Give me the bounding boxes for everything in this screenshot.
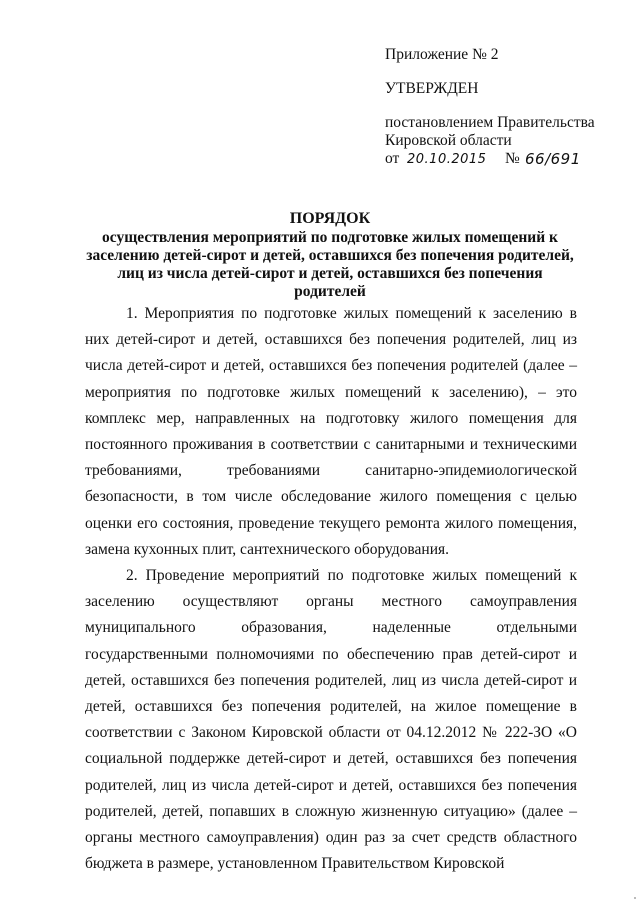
approved-by-line1: постановлением Правительства [385, 114, 595, 131]
handwritten-date: 20.10.2015 [407, 152, 487, 167]
approved-by-line2: Кировской области [385, 132, 512, 149]
title-line-1: осуществления мероприятий по подготовке жилых помещений к [102, 229, 558, 246]
date-prefix: от [385, 150, 400, 167]
resolution-date-number [385, 150, 625, 170]
title-main: ПОРЯДОК [289, 210, 371, 227]
scan-speck [634, 897, 636, 899]
handwritten-number: 66/691 [525, 150, 581, 168]
approved-label: УТВЕРЖДЕН [385, 80, 479, 97]
paragraph-2: 2. Проведение мероприятий по подготовке жилых помещений к заселению осуществляют органы местного самоуправления муниципального образования, наделенные отдельными государственными полномочиями по обеспечению прав детей-сирот и детей, оставшихся без попечения родителей, лиц из числа детей-сирот и детей, оставшихся без попечения родителей, на жилое помещение в соответствии с Законом Кировской области от 04.12.2012 № 222-ЗО «О социальной поддержке детей-сирот и детей, оставшихся без попечения родителей, лиц из числа детей-сирот и детей, оставшихся без попечения родителей, детей, попавших в сложную жизненную ситуацию» (далее – органы местного самоуправления) один раз за счет средств областного бюджета в размере, установленном Правительством Кировской [85, 567, 577, 873]
approval-block [385, 46, 625, 170]
paragraph-1: 1. Мероприятия по подготовке жилых помещений к заселению в них детей-сирот и детей, оставшихся без попечения родителей, лиц из числа детей-сирот и детей, оставшихся без попечения родителей (далее – мероприятия по подготовке жилых помещений к заселению), – это комплекс мер, направленных на подготовку жилого помещения для постоянного проживания в соответствии с санитарными и техническими требованиями, требованиями санитарно-эпидемиологической безопасности, в том числе обследование жилого помещения с целью оценки его состояния, проведение текущего ремонта жилого помещения, замена кухонных плит, сантехнического оборудования. [85, 305, 577, 558]
number-prefix: № [505, 150, 520, 167]
title-line-2: заселению детей-сирот и детей, оставшихся без попечения родителей, [86, 247, 574, 264]
document-body [85, 301, 577, 877]
appendix-label: Приложение № 2 [385, 46, 499, 63]
document-title [80, 210, 580, 301]
title-line-3: лиц из числа детей-сирот и детей, оставшихся без попечения родителей [117, 265, 543, 300]
